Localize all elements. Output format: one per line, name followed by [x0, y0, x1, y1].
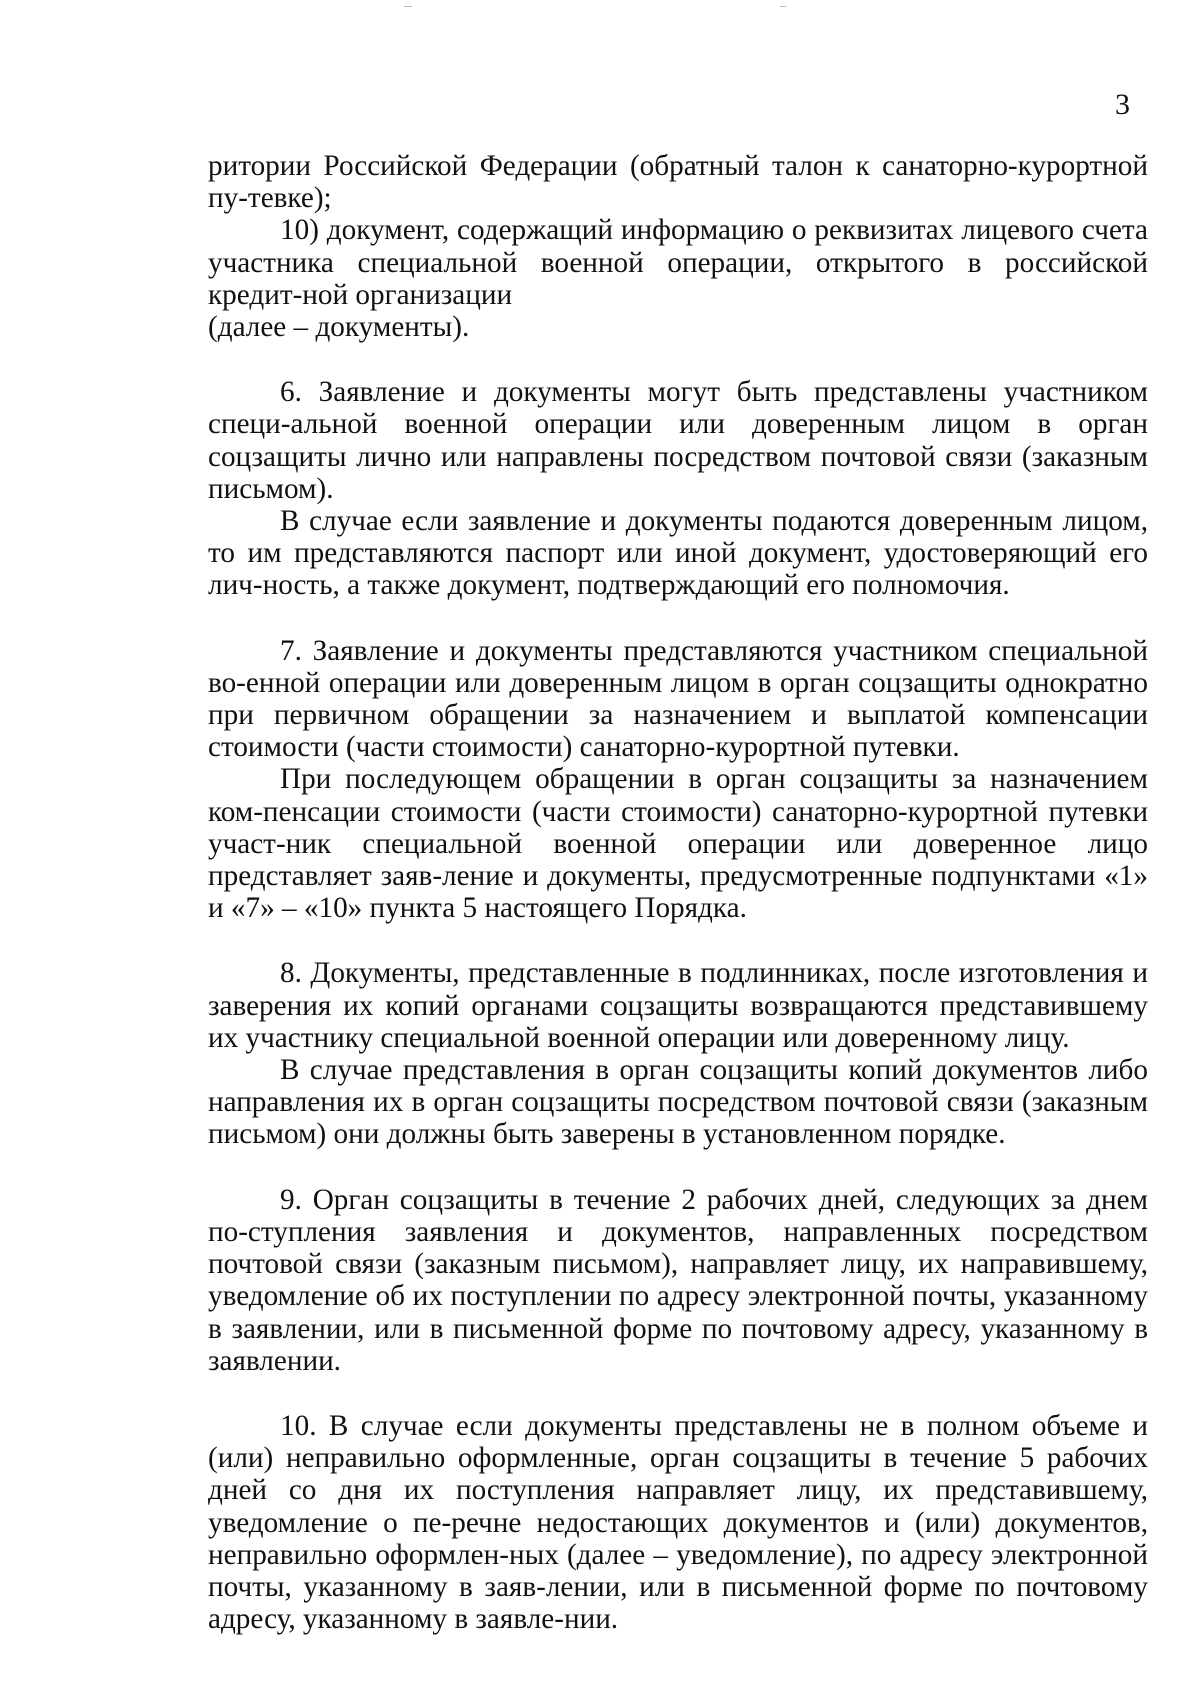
paragraph-section-6-sub: В случае если заявление и документы подаются доверенным лицом, то им представляются паспорт или иной документ, удостоверяющий его лич-ность, а также документ, подтверждающий его полномочия.: [208, 505, 1148, 602]
paragraph-section-6: 6. Заявление и документы могут быть представлены участником специ-альной военной операции или доверенным лицом в орган соцзащиты лично или направлены посредством почтовой связи (заказным письмом).: [208, 376, 1148, 505]
paragraph-section-8: 8. Документы, представленные в подлинниках, после изготовления и заверения их копий органами соцзащиты возвращаются представившему их участнику специальной военной операции или доверенному лицу.: [208, 957, 1148, 1054]
paragraph-section-10: 10. В случае если документы представлены не в полном объеме и (или) неправильно оформленные, орган соцзащиты в течение 5 рабочих дней со дня их поступления направляет лицу, их представившему, уведомление о пе-речне недостающих документов и (или) документов, неправильно оформлен-ных (далее – уведомление), по адресу электронной почты, указанному в заяв-лении, или в письменной форме по почтовому адресу, указанному в заявле-нии.: [208, 1409, 1148, 1636]
page-number: 3: [1115, 88, 1130, 121]
document-body: [208, 150, 1148, 1635]
scan-artifact-mark: [780, 6, 786, 7]
paragraph-continuation: ритории Российской Федерации (обратный талон к санаторно-курортной пу-тевке);: [208, 150, 1148, 215]
paragraph-section-7: 7. Заявление и документы представляются участником специальной во-енной операции или доверенным лицом в орган соцзащиты однократно при первичном обращении за назначением и выплатой компенсации стоимости (части стоимости) санаторно-курортной путевки.: [208, 634, 1148, 764]
paragraph-section-7-sub: При последующем обращении в орган соцзащиты за назначением ком-пенсации стоимости (части стоимости) санаторно-курортной путевки участ-ник специальной военной операции или доверенное лицо представляет заяв-ление и документы, предусмотренные подпунктами «1» и «7» – «10» пункта 5 настоящего Порядка.: [208, 763, 1148, 925]
scan-artifact-mark: [404, 6, 412, 7]
paragraph-section-8-sub: В случае представления в орган соцзащиты копий документов либо направления их в орган соцзащиты посредством почтовой связи (заказным письмом) они должны быть заверены в установленном порядке.: [208, 1054, 1148, 1151]
paragraph-item-10: 10) документ, содержащий информацию о реквизитах лицевого счета участника специальной военной операции, открытого в российской кредит-ной организации: [208, 214, 1148, 311]
paragraph-section-9: 9. Орган соцзащиты в течение 2 рабочих дней, следующих за днем по-ступления заявления и документов, направленных посредством почтовой связи (заказным письмом), направляет лицу, их направившему, уведомление об их поступлении по адресу электронной почты, указанному в заявлении, или в письменной форме по почтовому адресу, указанному в заявлении.: [208, 1183, 1148, 1377]
paragraph-defined-term: (далее – документы).: [208, 311, 470, 344]
